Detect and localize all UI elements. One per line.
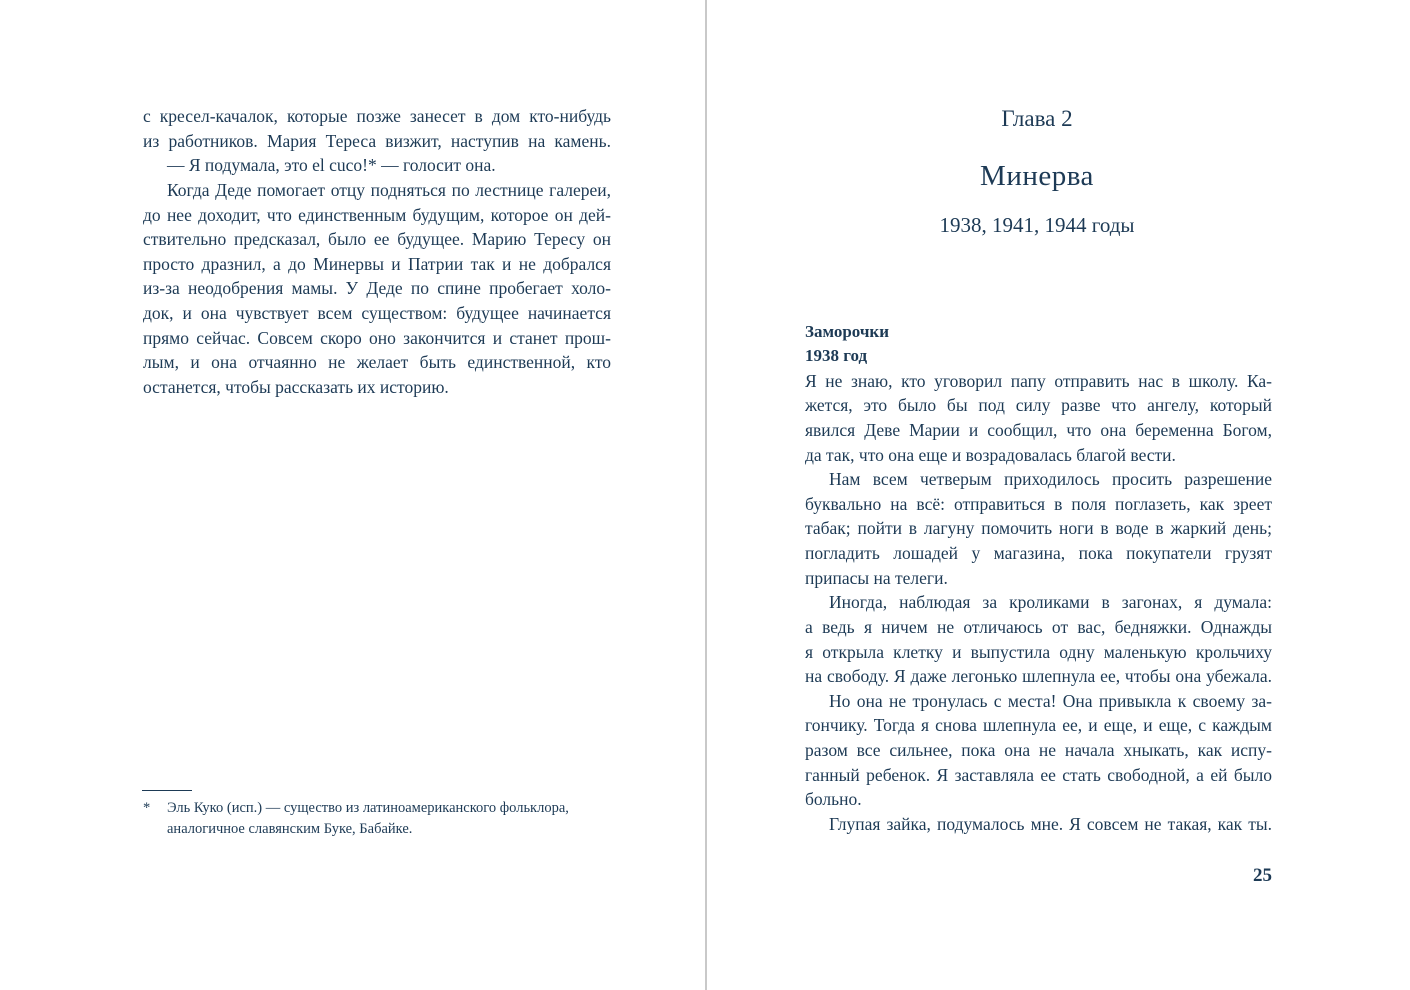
body-line: из работников. Мария Тереса визжит, наступив на камень. (143, 131, 611, 151)
body-line: Нам всем четверым приходилось просить разрешение (829, 469, 1272, 489)
body-line: ганный ребенок. Я заставляла ее стать свободной, а ей было (805, 765, 1272, 785)
body-line: Но она не тронулась с места! Она привыкла к своему за- (829, 691, 1272, 711)
body-line: — Я подумала, это el cuco!* — голосит она. (167, 155, 496, 175)
body-line: док, и она чувствует всем существом: будущее начинается (143, 303, 611, 323)
body-line: Когда Деде помогает отцу подняться по лестнице галереи, (167, 180, 611, 200)
body-line: Глупая зайка, подумалось мне. Я совсем не такая, как ты. (829, 814, 1272, 834)
body-line: просто дразнил, а до Минервы и Патрии так и не добрался (143, 254, 611, 274)
footnote-line: аналогичное славянским Буке, Бабайке. (167, 821, 413, 837)
body-line: ствительно предсказал, было ее будущее. Марию Тересу он (143, 229, 611, 249)
footnote-rule (142, 790, 192, 791)
body-line: разом все сильнее, пока она не начала хныкать, как испу- (805, 740, 1272, 760)
section-year: 1938 год (805, 346, 868, 365)
body-line: Иногда, наблюдая за кроликами в загонах, я думала: (829, 592, 1272, 612)
body-line: а ведь я ничем не отличаюсь от вас, бедняжки. Однажды (805, 617, 1272, 637)
body-line: с кресел-качалок, которые позже занесет в дом кто-нибудь (143, 106, 611, 126)
body-line: я открыла клетку и выпустила одну маленькую крольчиху (805, 642, 1272, 662)
body-line: больно. (805, 789, 862, 809)
body-line: да так, что она еще и возрадовалась благой вести. (805, 445, 1176, 465)
chapter-title: Минерва (980, 160, 1094, 192)
body-line: на свободу. Я даже легонько шлепнула ее, чтобы она убежала. (805, 666, 1272, 686)
body-line: буквально на всё: отправиться в поля поглазеть, как зреет (805, 494, 1272, 514)
page-number: 25 (1253, 865, 1272, 886)
chapter-label: Глава 2 (1001, 106, 1073, 131)
body-line: припасы на телеги. (805, 568, 948, 588)
body-line: гончику. Тогда я снова шлепнула ее, и еще, и еще, с каждым (805, 715, 1272, 735)
chapter-years: 1938, 1941, 1944 годы (939, 213, 1135, 237)
body-line: Я не знаю, кто уговорил папу отправить нас в школу. Ка- (805, 371, 1272, 391)
body-line: табак; пойти в лагуну помочить ноги в воде в жаркий день; (805, 518, 1272, 538)
body-line: прямо сейчас. Совсем скоро оно закончится и станет прош- (143, 328, 611, 348)
body-line: до нее доходит, что единственным будущим, которое он дей- (143, 205, 611, 225)
body-line: лым, и она отчаянно не желает быть единственной, кто (143, 352, 611, 372)
section-title: Заморочки (805, 322, 890, 341)
footnote-mark: * (143, 800, 151, 816)
body-line: явился Деве Марии и сообщил, что она беременна Богом, (805, 420, 1272, 440)
body-line: жется, это было бы под силу разве что ангелу, который (805, 395, 1272, 415)
body-line: погладить лошадей у магазина, пока покупатели грузят (805, 543, 1272, 563)
footnote-line: Эль Куко (исп.) — существо из латиноамериканского фольклора, (167, 800, 569, 816)
body-line: останется, чтобы рассказать их историю. (143, 377, 449, 397)
body-line: из-за неодобрения мамы. У Деде по спине пробегает холо- (143, 278, 611, 298)
